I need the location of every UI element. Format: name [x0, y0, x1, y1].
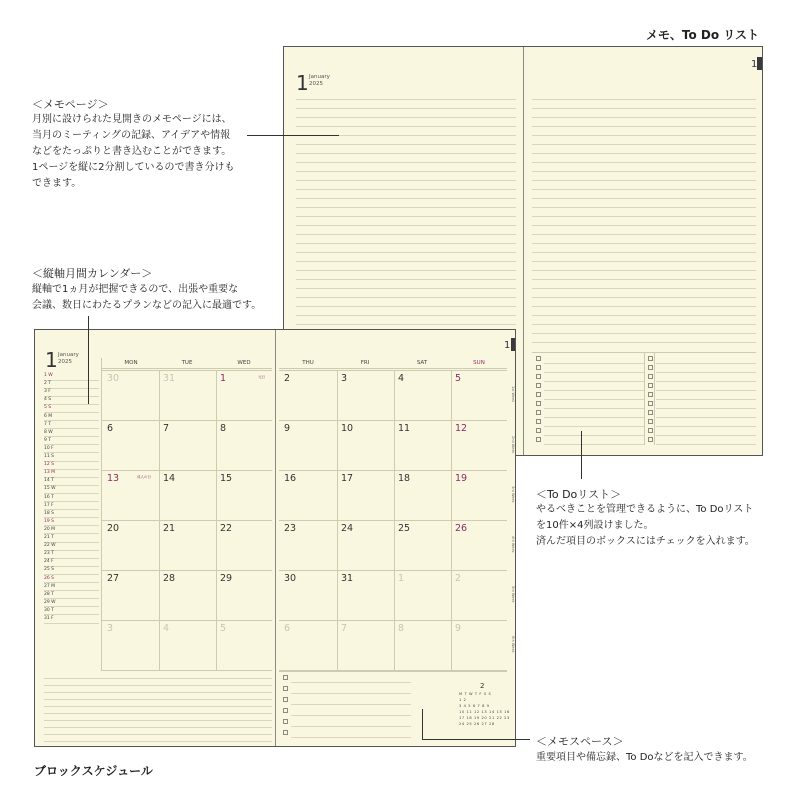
- todo-rule-line: [544, 444, 644, 445]
- index-tab: [511, 338, 516, 351]
- memo-space-rule: [44, 741, 272, 742]
- calendar-day-number: 9: [455, 623, 462, 634]
- memo-rule-line: [296, 207, 516, 208]
- memo-rule-line: [296, 162, 516, 163]
- todo-checkbox: [648, 392, 653, 397]
- todo-area-top-line: [532, 352, 756, 353]
- todo-checkbox: [648, 437, 653, 442]
- calendar-day-number: 9: [284, 423, 291, 434]
- calendar-day-number: 24: [341, 523, 354, 534]
- calendar-day-number: 8: [220, 423, 227, 434]
- todo-list-title: ＜To Doリスト＞: [536, 488, 622, 501]
- vertical-list-day: 9 T: [44, 437, 52, 443]
- block-schedule-label: ブロックスケジュール: [34, 764, 153, 778]
- memo-rule-line: [296, 144, 516, 145]
- calendar-day-number: 19: [455, 473, 468, 484]
- memo-rule-line: [532, 99, 756, 100]
- vertical-calendar-title: ＜縦軸月間カレンダー＞: [32, 267, 153, 280]
- vertical-list-day: 1 W: [44, 373, 53, 378]
- description-line: 当月のミーティングの記録、アイデアや情報: [32, 130, 231, 141]
- weekday-header: THU: [302, 360, 314, 366]
- memo-rule-line: [532, 144, 756, 145]
- week-rule: [101, 420, 272, 421]
- memo-rule-line: [532, 324, 756, 325]
- memo-rule-line: [532, 126, 756, 127]
- todo-checkbox: [283, 708, 288, 713]
- mini-calendar-row: 3 4 5 6 7 8 9: [459, 704, 490, 708]
- vertical-list-day: 22 W: [44, 543, 56, 549]
- memo-rule-line: [532, 207, 756, 208]
- calendar-day-number: 11: [398, 423, 411, 434]
- calendar-day-number: 30: [284, 573, 297, 584]
- week-rule: [101, 470, 272, 471]
- memo-space-description: [536, 750, 753, 766]
- memo-rule-line: [296, 153, 516, 154]
- vertical-list-day: 15 W: [44, 486, 56, 492]
- vertical-list-day: 23 T: [44, 551, 54, 557]
- memo-rule-line: [532, 243, 756, 244]
- memo-rule-line: [296, 252, 516, 253]
- vertical-list-day: 13 M: [44, 470, 56, 476]
- memo-rule-line: [296, 315, 516, 316]
- memo-rule-line: [532, 198, 756, 199]
- todo-rule-line: [291, 693, 411, 694]
- week-rule: [279, 620, 507, 621]
- todo-checkbox: [283, 686, 288, 691]
- vertical-list-day: 10 F: [44, 445, 54, 451]
- calendar-day-number: 25: [398, 523, 411, 534]
- vertical-list-day: 19 S: [44, 518, 55, 524]
- todo-rule-line: [291, 715, 411, 716]
- vertical-list-day: 11 S: [44, 454, 55, 459]
- day-divider: [159, 370, 160, 670]
- calendar-day-number: 17: [341, 473, 354, 484]
- week-rule: [279, 570, 507, 571]
- vertical-list-day: 8 W: [44, 429, 53, 435]
- todo-rule-line: [656, 399, 756, 400]
- week-rule: [279, 370, 507, 371]
- memo-rule-line: [296, 171, 516, 172]
- week-side-label: 5th Week: [511, 586, 515, 603]
- header-rule: [101, 368, 272, 369]
- week-rule: [279, 470, 507, 471]
- todo-checkbox: [283, 719, 288, 724]
- memo-rule-line: [296, 117, 516, 118]
- vertical-list-day: 29 W: [44, 599, 56, 605]
- memo-rule-line: [296, 270, 516, 271]
- todo-checkbox: [536, 383, 541, 388]
- memo-rule-line: [296, 243, 516, 244]
- month-number: 1: [45, 348, 58, 372]
- memo-space-rule: [44, 734, 272, 735]
- description-line: できます。: [32, 178, 82, 189]
- memo-rule-line: [296, 99, 516, 100]
- memo-rule-line: [532, 234, 756, 235]
- week-side-label: 3rd Week: [511, 486, 515, 503]
- memo-space-rule: [44, 685, 272, 686]
- vertical-list-divider: [101, 358, 102, 670]
- calendar-day-number: 10: [341, 423, 354, 434]
- index-tab: [757, 57, 763, 70]
- memo-rule-line: [296, 234, 516, 235]
- todo-list-description: [536, 502, 755, 550]
- todo-rule-line: [656, 417, 756, 418]
- vertical-list-day: 27 M: [44, 583, 56, 589]
- memo-rule-line: [532, 342, 756, 343]
- week-side-label: 4th Week: [511, 536, 515, 553]
- description-line: 1ページを縦に2分割しているので書き分けも: [32, 162, 235, 173]
- month-number: 1: [296, 71, 309, 95]
- week-side-label: 2nd Week: [511, 436, 515, 454]
- calendar-day-number: 6: [107, 423, 114, 434]
- todo-rule-line: [544, 426, 644, 427]
- memo-rule-line: [532, 171, 756, 172]
- calendar-day-number: 4: [163, 623, 170, 634]
- memo-rule-line: [296, 108, 516, 109]
- todo-rule-line: [656, 390, 756, 391]
- day-divider: [394, 370, 395, 670]
- holiday-note: 成人の日: [137, 475, 151, 479]
- memo-rule-line: [532, 189, 756, 190]
- calendar-day-number: 5: [220, 623, 227, 634]
- description-line: 重要項目や備忘録、To Doなどを記入できます。: [536, 752, 753, 763]
- memo-page-title: ＜メモページ＞: [32, 98, 109, 111]
- todo-checkbox: [536, 428, 541, 433]
- memo-rule-line: [532, 297, 756, 298]
- calendar-day-number: 29: [220, 573, 233, 584]
- memo-rule-line: [296, 261, 516, 262]
- todo-rule-line: [544, 363, 644, 364]
- todo-checkbox: [648, 401, 653, 406]
- weekday-header: TUE: [181, 360, 193, 366]
- calendar-day-number: 1: [398, 573, 405, 584]
- memo-rule-line: [532, 225, 756, 226]
- week-rule: [101, 670, 272, 671]
- todo-rule-line: [656, 426, 756, 427]
- memo-rule-line: [532, 252, 756, 253]
- vertical-list-day: 5 S: [44, 405, 52, 411]
- vertical-list-day: 3 F: [44, 389, 51, 395]
- calendar-day-number: 3: [107, 623, 114, 634]
- week-rule: [101, 570, 272, 571]
- memo-rule-line: [296, 198, 516, 199]
- todo-rule-line: [544, 381, 644, 382]
- calendar-day-number: 8: [398, 623, 405, 634]
- description-line: やるべきことを管理できるように、To Doリスト: [536, 504, 754, 515]
- vertical-list-rule: [44, 380, 99, 381]
- memo-rule-line: [296, 126, 516, 127]
- weekday-header: SUN: [473, 360, 485, 366]
- block-schedule-spread: [34, 329, 516, 747]
- memo-space-title: ＜メモスペース＞: [536, 735, 624, 748]
- description-line: を10件×4列設けました。: [536, 520, 654, 531]
- vertical-list-day: 18 S: [44, 510, 55, 516]
- todo-rule-line: [544, 435, 644, 436]
- calendar-day-number: 13: [107, 473, 120, 484]
- week-side-label: 6th Week: [511, 636, 515, 653]
- memo-space-rule: [44, 720, 272, 721]
- memo-space-rule: [44, 699, 272, 700]
- spine: [275, 330, 276, 746]
- mini-calendar-month: 2: [480, 682, 485, 690]
- calendar-day-number: 23: [284, 523, 297, 534]
- todo-rule-line: [544, 372, 644, 373]
- vertical-list-rule: [44, 388, 99, 389]
- todo-checkbox: [536, 419, 541, 424]
- memo-rule-line: [532, 279, 756, 280]
- year: 2025: [309, 81, 323, 87]
- memo-area-top: [279, 671, 507, 672]
- todo-column-divider: [654, 353, 655, 445]
- todo-rule-line: [656, 363, 756, 364]
- week-rule: [279, 520, 507, 521]
- memo-rule-line: [532, 117, 756, 118]
- todo-rule-line: [656, 435, 756, 436]
- memospace-leader-line-h: [422, 739, 530, 740]
- calendar-day-number: 1: [220, 373, 227, 384]
- todo-checkbox: [648, 374, 653, 379]
- header-rule: [279, 368, 507, 369]
- page-number: 1: [504, 340, 511, 351]
- holiday-note: 元日: [258, 375, 265, 379]
- todo-checkbox: [536, 437, 541, 442]
- memo-rule-line: [532, 180, 756, 181]
- calendar-day-number: 6: [284, 623, 291, 634]
- calendar-day-number: 22: [220, 523, 233, 534]
- calendar-day-number: 21: [163, 523, 176, 534]
- todo-checkbox: [648, 365, 653, 370]
- calendar-day-number: 5: [455, 373, 462, 384]
- week-rule: [101, 520, 272, 521]
- todo-checkbox: [536, 392, 541, 397]
- memo-rule-line: [532, 306, 756, 307]
- vcal-leader-line: [88, 316, 89, 404]
- calendar-day-number: 16: [284, 473, 297, 484]
- todo-rule-line: [291, 726, 411, 727]
- memospace-leader-line-v: [422, 709, 423, 739]
- vertical-list-day: 26 S: [44, 575, 55, 581]
- description-line: 縦軸で1ヵ月が把握できるので、出張や重要な: [32, 284, 239, 295]
- memo-rule-line: [532, 153, 756, 154]
- todo-checkbox: [648, 383, 653, 388]
- vertical-list-day: 12 S: [44, 462, 55, 468]
- todo-checkbox: [536, 410, 541, 415]
- memo-todo-title: メモ、To Do リスト: [646, 28, 760, 42]
- memo-space-rule: [44, 713, 272, 714]
- vertical-list-rule: [44, 623, 99, 624]
- todo-rule-line: [656, 381, 756, 382]
- day-divider: [451, 370, 452, 670]
- todo-checkbox: [283, 697, 288, 702]
- todo-checkbox: [536, 401, 541, 406]
- todo-rule-line: [291, 704, 411, 705]
- todo-leader-line: [581, 431, 582, 479]
- memo-rule-line: [532, 315, 756, 316]
- vertical-list-day: 17 F: [44, 502, 54, 508]
- todo-rule-line: [656, 444, 756, 445]
- todo-rule-line: [544, 399, 644, 400]
- calendar-day-number: 4: [398, 373, 405, 384]
- vertical-list-day: 6 M: [44, 413, 53, 419]
- calendar-day-number: 28: [163, 573, 176, 584]
- calendar-day-number: 30: [107, 373, 120, 384]
- memo-page-description: [32, 112, 235, 192]
- description-line: 済んだ項目のボックスにはチェックを入れます。: [536, 536, 755, 547]
- todo-rule-line: [291, 737, 411, 738]
- memo-leader-line: [247, 135, 339, 136]
- memo-rule-line: [532, 288, 756, 289]
- calendar-day-number: 27: [107, 573, 120, 584]
- week-rule: [279, 420, 507, 421]
- week-rule: [101, 620, 272, 621]
- description-line: 月別に設けられた見開きのメモページには、: [32, 114, 232, 125]
- calendar-day-number: 3: [341, 373, 348, 384]
- calendar-day-number: 31: [341, 573, 354, 584]
- memo-rule-line: [296, 288, 516, 289]
- memo-rule-line: [296, 297, 516, 298]
- calendar-day-number: 31: [163, 373, 176, 384]
- todo-rule-line: [544, 408, 644, 409]
- calendar-day-number: 7: [163, 423, 170, 434]
- memo-space-rule: [44, 706, 272, 707]
- vertical-list-day: 20 M: [44, 526, 56, 532]
- mini-calendar-row: 1 2: [459, 698, 467, 702]
- calendar-day-number: 15: [220, 473, 233, 484]
- memo-rule-line: [296, 306, 516, 307]
- calendar-day-number: 14: [163, 473, 176, 484]
- vertical-list-day: 2 T: [44, 381, 52, 387]
- memo-rule-line: [296, 324, 516, 325]
- vertical-list-rule: [44, 404, 99, 405]
- todo-checkbox: [283, 675, 288, 680]
- vertical-list-day: 4 S: [44, 397, 52, 403]
- vertical-list-rule: [44, 412, 99, 413]
- todo-rule-line: [544, 390, 644, 391]
- calendar-day-number: 7: [341, 623, 348, 634]
- todo-rule-line: [656, 372, 756, 373]
- memo-rule-line: [532, 270, 756, 271]
- vertical-list-day: 16 T: [44, 494, 54, 500]
- todo-rule-line: [291, 682, 411, 683]
- week-side-label: 1st Week: [511, 386, 515, 403]
- todo-checkbox: [536, 356, 541, 361]
- memo-rule-line: [532, 135, 756, 136]
- memo-rule-line: [296, 189, 516, 190]
- memo-rule-line: [296, 216, 516, 217]
- month-name: January: [309, 74, 330, 80]
- memo-rule-line: [532, 108, 756, 109]
- calendar-day-number: 12: [455, 423, 468, 434]
- calendar-day-number: 2: [455, 573, 462, 584]
- todo-checkbox: [283, 730, 288, 735]
- memo-rule-line: [532, 261, 756, 262]
- todo-column-divider: [644, 353, 645, 445]
- vertical-list-day: 28 T: [44, 591, 54, 597]
- vertical-list-rule: [44, 436, 99, 437]
- memo-rule-line: [532, 333, 756, 334]
- week-rule: [101, 370, 272, 371]
- year: 2025: [58, 359, 72, 365]
- page-number: 1: [751, 59, 758, 70]
- memo-rule-line: [296, 225, 516, 226]
- todo-checkbox: [648, 410, 653, 415]
- memo-rule-line: [296, 180, 516, 181]
- memo-space-rule: [44, 692, 272, 693]
- vertical-list-day: 14 T: [44, 478, 54, 484]
- vertical-calendar-description: [32, 282, 261, 314]
- description-line: などをたっぷりと書き込むことができます。: [32, 146, 232, 157]
- day-divider: [216, 370, 217, 670]
- vertical-list-day: 30 T: [44, 607, 54, 613]
- calendar-day-number: 20: [107, 523, 120, 534]
- vertical-list-rule: [44, 396, 99, 397]
- vertical-list-day: 31 F: [44, 616, 54, 621]
- memo-space-rule: [44, 678, 272, 679]
- mini-calendar-row: 24 25 26 27 28: [459, 722, 495, 726]
- todo-checkbox: [648, 356, 653, 361]
- month-name: January: [58, 352, 79, 358]
- calendar-day-number: 18: [398, 473, 411, 484]
- todo-checkbox: [536, 374, 541, 379]
- weekday-header: FRI: [360, 360, 370, 366]
- weekday-header: WED: [237, 360, 251, 366]
- todo-rule-line: [544, 417, 644, 418]
- weekday-header: SAT: [416, 360, 428, 366]
- todo-checkbox: [648, 428, 653, 433]
- spine: [523, 47, 524, 455]
- memo-space-rule: [44, 727, 272, 728]
- day-divider: [337, 370, 338, 670]
- vertical-list-day: 21 T: [44, 535, 54, 540]
- mini-calendar-row: 17 18 19 20 21 22 23: [459, 716, 510, 720]
- todo-checkbox: [536, 365, 541, 370]
- todo-rule-line: [656, 408, 756, 409]
- memo-rule-line: [532, 162, 756, 163]
- memo-rule-line: [532, 216, 756, 217]
- weekday-header: MON: [124, 360, 138, 366]
- description-line: 会議、数日にわたるプランなどの記入に最適です。: [32, 300, 262, 311]
- vertical-list-day: 7 T: [44, 421, 52, 427]
- mini-calendar-row: 10 11 12 13 14 15 16: [459, 710, 510, 714]
- memo-rule-line: [296, 279, 516, 280]
- vertical-list-day: 25 S: [44, 567, 55, 573]
- calendar-day-number: 26: [455, 523, 468, 534]
- calendar-day-number: 2: [284, 373, 291, 384]
- vertical-list-day: 24 F: [44, 559, 54, 565]
- mini-calendar-head: M T W T F S S: [459, 692, 492, 696]
- todo-checkbox: [648, 419, 653, 424]
- vertical-list-rule: [44, 420, 99, 421]
